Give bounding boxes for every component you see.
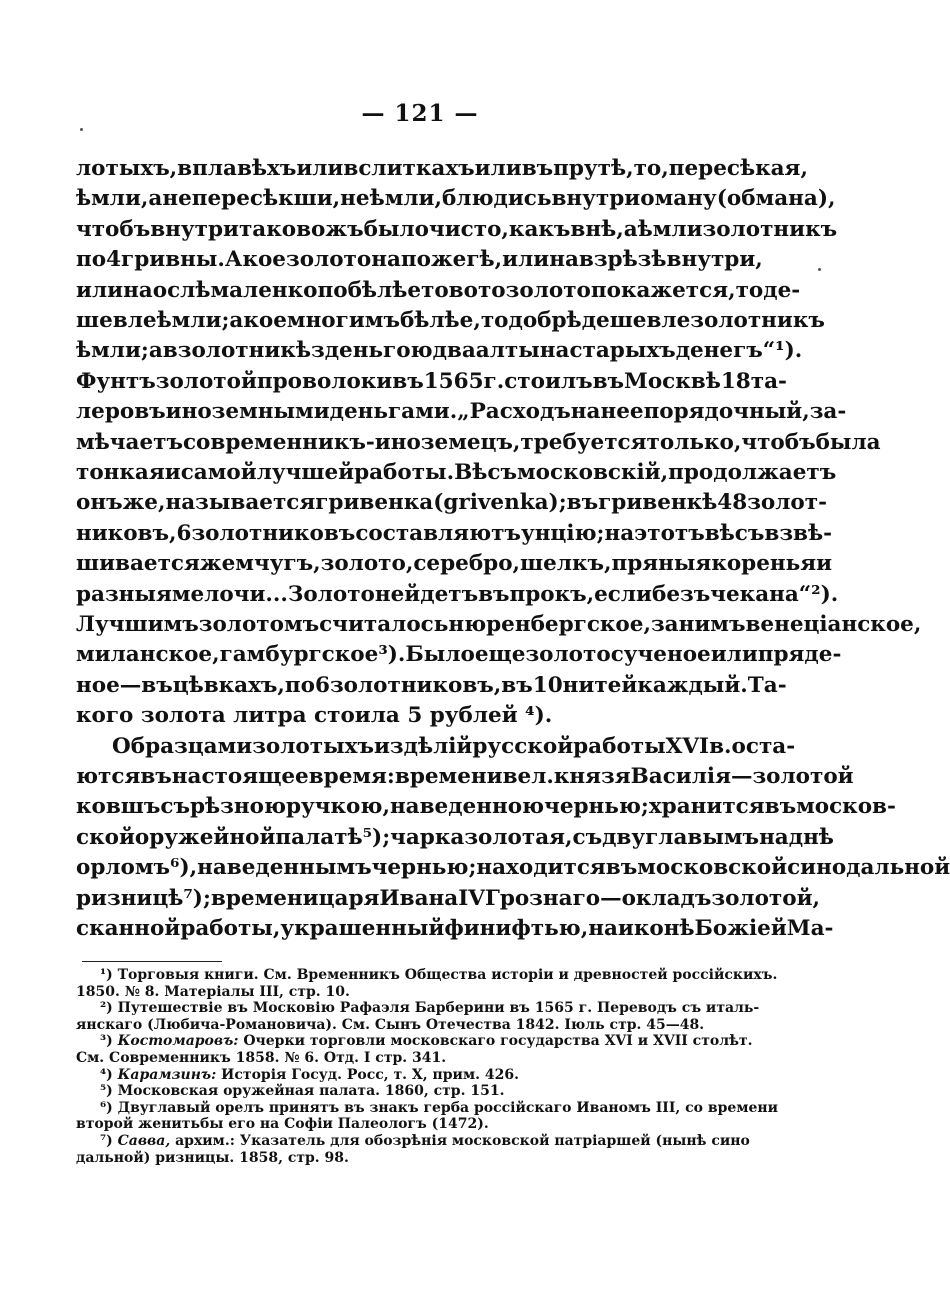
speck bbox=[818, 268, 821, 271]
footnote-line: ³) Костомаровъ: Очерки торговли московскаго государства XVI и XVII столѣт. bbox=[100, 1033, 753, 1050]
footnote-line: См. Современникъ 1858. № 6. Отд. I стр. 341. bbox=[76, 1050, 447, 1066]
page-number: — 121 — bbox=[361, 100, 479, 127]
body-line: ѣмли, а не пересѣкши, не ѣмли, блюдись внутри оману (обмана), bbox=[76, 186, 836, 212]
footnote-line: янскаго (Любича-Романовича). См. Сынъ Отечества 1842. Іюль стр. 45—48. bbox=[76, 1016, 705, 1033]
body-line: леровъ иноземными деньгами. „Расходъ на нее порядочный, за- bbox=[76, 399, 847, 425]
footnote-line: 1850. № 8. Матеріалы III, стр. 10. bbox=[76, 983, 350, 1000]
footnote-line: ⁵) Московская оружейная палата. 1860, стр. 151. bbox=[100, 1083, 505, 1100]
body-line: лотыхъ, в плавѣхъ или в слиткахъ или въ прутѣ, то, пересѣкая, bbox=[76, 156, 808, 181]
body-line: ковшъ съ рѣзною ручкою, наведенною чернью; хранится въ москов- bbox=[76, 794, 896, 820]
body-line: мѣчаетъ современникъ-иноземецъ, требуется только, чтобъ была bbox=[76, 429, 881, 455]
body-line: шивается жемчугъ, золото, серебро, шелкъ, пряныя коренья и bbox=[76, 551, 833, 577]
body-line: шевле ѣмли; а кое многимъ бѣлѣе, то добрѣ дешевле золотникъ bbox=[76, 308, 825, 333]
footnote-line: ⁷) Савва, архим.: Указатель для обозрѣнія московской патріаршей (нынѣ сино bbox=[100, 1133, 750, 1149]
speck bbox=[80, 128, 83, 131]
body-line: ризницѣ ⁷); времени царя Ивана IV Грознаго—окладъ золотой, bbox=[76, 885, 821, 911]
body-line: ѣмли; а в золотникѣ з деньгою два алтына старыхъ денегъ“ ¹). bbox=[76, 338, 803, 364]
body-line: тонкая и самой лучшей работы. Вѣсъ московскій, продолжаетъ bbox=[76, 460, 837, 485]
body-line: миланское, гамбургское ³). Было еще золото сученое или пряде- bbox=[76, 642, 842, 668]
footnote-line: ²) Путешествіе въ Московію Рафаэля Барберини въ 1565 г. Переводъ съ италь- bbox=[100, 1000, 760, 1017]
body-line: сканной работы, украшенный финифтью, на иконѣ Божіей Ма- bbox=[76, 916, 834, 941]
body-line: или на ослѣ маленко побѣлѣе тово то золото покажется, то де- bbox=[76, 277, 801, 303]
body-line: ской оружейной палатѣ ⁵); чарка золотая, съ двуглавымъ на днѣ bbox=[76, 824, 834, 850]
footnote-line: ¹) Торговыя книги. См. Временникъ Общества исторіи и древностей россійскихъ. bbox=[100, 967, 778, 983]
body-line: разныя мелочи... Золото нейдетъ въ прокъ, если безъ чекана“ ²). bbox=[76, 581, 839, 607]
body-line: ное—въ цѣвкахъ, по 6 золотниковъ, въ 10 нитей каждый. Та- bbox=[76, 672, 787, 698]
body-line: кого золота литра стоила 5 рублей ⁴). bbox=[76, 703, 553, 729]
body-line: орломъ ⁶), наведеннымъ чернью; находится въ московской синодальной bbox=[76, 855, 950, 881]
footnote-line: ⁶) Двуглавый орелъ принятъ въ знакъ герба россійскаго Иваномъ III, со времени bbox=[100, 1099, 779, 1116]
body-line: Фунтъ золотой проволоки въ 1565 г. стоилъ въ Москвѣ 18 та- bbox=[76, 368, 787, 394]
footnote-line: дальной) ризницы. 1858, стр. 98. bbox=[76, 1149, 349, 1166]
body-line: Лучшимъ золотомъ считалось нюренбергское, за нимъ венеціанское, bbox=[76, 612, 922, 637]
body-line: ются въ настоящее время: времени вел. князя Василія—золотой bbox=[76, 764, 854, 789]
body-line: онъ же, называется гривенка (grivenka); въ гривенкѣ 48 золот- bbox=[76, 490, 827, 516]
body-line: чтобъ внутри таковожъ было чисто, какъ внѣ, а ѣмли золотникъ bbox=[76, 216, 838, 242]
footnote-line: второй женитьбы его на Софіи Палеологъ (1472). bbox=[76, 1116, 489, 1133]
body-line: никовъ, 6 золотниковъ составляютъ унцію; на этотъ вѣсъ взвѣ- bbox=[76, 520, 833, 546]
footnote-rule bbox=[82, 961, 222, 962]
body-line: Образцами золотыхъ издѣлій русской работы XVI в. оста- bbox=[112, 733, 796, 759]
body-line: по 4 гривны. А кое золото на пожегѣ, или на взрѣзѣ внутри, bbox=[76, 247, 763, 273]
footnote-line: ⁴) Карамзинъ: Исторія Госуд. Росс, т. X, прим. 426. bbox=[100, 1066, 519, 1083]
